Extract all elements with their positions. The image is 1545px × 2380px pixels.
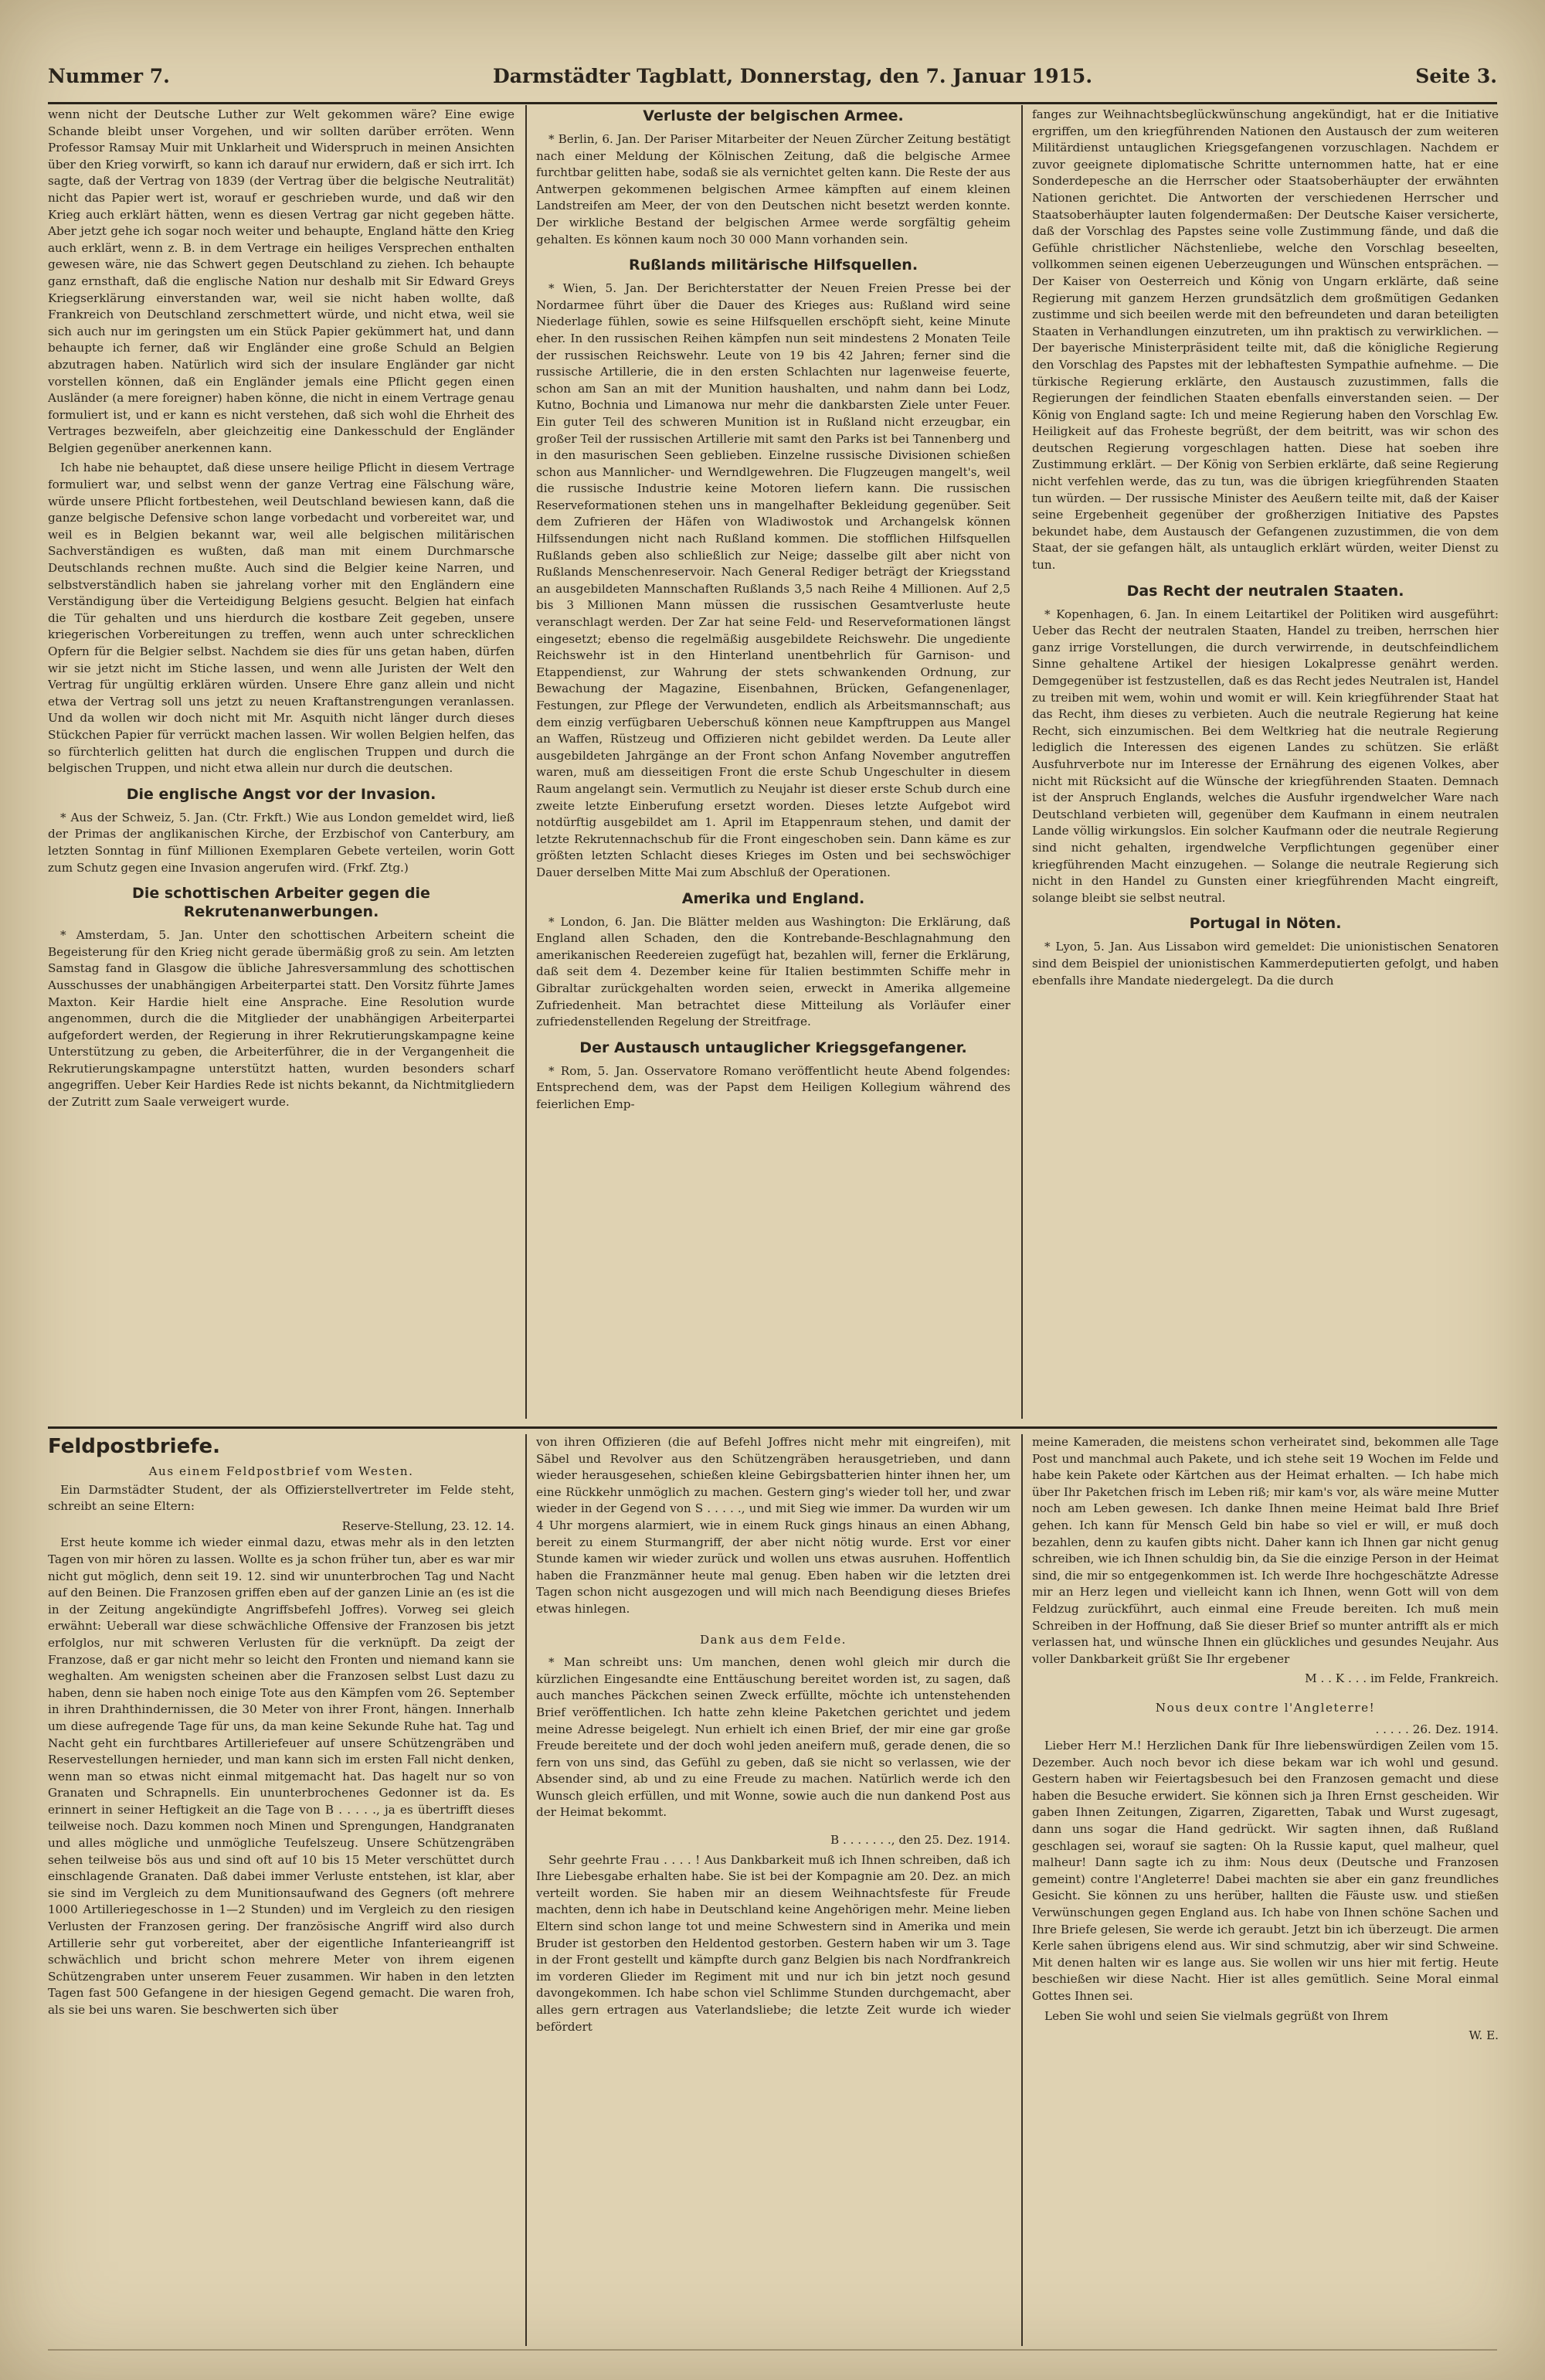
- column-6: [1032, 1434, 1499, 2346]
- column-rule: [525, 1434, 527, 2346]
- column-rule: [525, 105, 527, 1419]
- bottom-edge: [48, 2349, 1497, 2351]
- article-text: * Rom, 5. Jan. Osservatore Romano veröffentlicht heute Abend folgendes: Entsprechend dem, was der Papst dem Heiligen Kollegium während des feierlichen Emp-: [536, 1063, 1010, 1111]
- letter-date: B . . . . . . ., den 25. Dez. 1914.: [830, 1833, 1010, 1848]
- letter-text: meine Kameraden, die meistens schon verheiratet sind, bekommen alle Tage Post und manchmal auch Pakete, und ich stehe seit 19 Wochen im Felde und habe kein Pakete oder Kärtchen aus der Heimat erhalten. — Ich habe mich über Ihr Paketchen frisch im Leben riß; mir kam's vor, als wäre meine Mutter noch am Leben gewesen. Ich danke Ihnen meine Heimat bald Ihre Brief gehen. Ich kann für Mensch Geld bin habe so viel er will, er muß doch bezahlen, denn zu kaufen gibts nicht. Daher kann ich Ihnen gar nicht genug schreiben, wie ich Ihnen schuldig bin, da Sie die einzige Person in der Heimat sind, die mir so entgegenkommen ist. Ich werde Ihre hochgeschätzte Adresse mir an Herz legen und vielleicht kann ich Ihnen, wenn Gott will von dem Feldzug zurückführt, auch einmal eine Freude bereiten. Ich muß mein Schreiben in der Hoffnung, daß Sie dieser Brief so munter antrifft als er mich verlassen hat, und wünsche Ihnen ein glückliches und gesundes Neujahr. Aus voller Dankbarkeit grüßt Sie Ihr ergebener: [1032, 1435, 1499, 1666]
- letter-intro: Ein Darmstädter Student, der als Offizierstellvertreter im Felde steht, schreibt an seine Eltern:: [48, 1482, 514, 1514]
- letter-date: Reserve-Stellung, 23. 12. 14.: [341, 1518, 514, 1533]
- section-title: Feldpostbriefe.: [48, 1435, 221, 1458]
- letter-date: . . . . . 26. Dez. 1914.: [1375, 1722, 1499, 1736]
- article-headline: Verluste der belgischen Armee.: [643, 107, 904, 124]
- newspaper-title: Darmstädter Tagblatt, Donnerstag, den 7. Januar 1915.: [493, 65, 1093, 87]
- article-text: * Berlin, 6. Jan. Der Pariser Mitarbeiter der Neuen Zürcher Zeitung bestätigt nach einer Meldung der Kölnischen Zeitung, daß die belgische Armee furchtbar gelitten habe, sodaß sie als vernichtet gelten kann. Die Reste der aus Antwerpen gekommenen belgischen Armee kämpften auf einem kleinen Landstreifen am Meer, der von den Deutschen nicht besetzt werden konnte. Der wirkliche Bestand der belgischen Armee werde sorgfältig geheim gehalten. Es können kaum noch 30 000 Mann vorhanden sein.: [536, 132, 1010, 246]
- article-text: * Wien, 5. Jan. Der Berichterstatter der Neuen Freien Presse bei der Nordarmee führt über die Dauer des Krieges aus: Rußland wird seine Niederlage fühlen, sowie es seine Hilfsquellen erschöpft sieht, keine Minute eher. In den russischen Reihen kämpfen nun seit mindestens 2 Monaten Teile der russischen Reichswehr. Leute von 19 bis 42 Jahren; ferner sind die russische Artillerie, die in den ersten Schlachten nur lagenweise feuerte, schon am San an mit der Munition haushalten, und nahm dann bei Lodz, Kutno, Bochnia und Limanowa nur mehr die dankbarsten Ziele unter Feuer. Ein guter Teil des schweren Munition ist in Rußland nicht erzeugbar, ein großer Teil der russischen Artillerie mit samt den Parks ist bei Tannenberg und in den masurischen Seen geblieben. Einzelne russische Divisionen schießen schon aus Mannlicher- und Werndlgewehren. Die Flugzeugen mangelt's, weil die russische Industrie keine Motoren liefern kann. Die russischen Reserveformationen stehen uns in mangelhafter Bekleidung gegenüber. Seit dem Zufrieren der Häfen von Wladiwostok und Archangelsk können Hilfssendungen nicht nach Rußland kommen. Die stofflichen Hilfsquellen Rußlands geben also schließlich zur Neige; dasselbe gilt aber nicht von Rußlands Menschenreservoir. Nach General Rediger beträgt der Kriegsstand an ausgebildeten Mannschaften Rußlands 3,5 nach Reihe 4 Millionen. Auf 2,5 bis 3 Millionen Mann müssen die russischen Gesamtverluste heute veranschlagt werden. Der Zar hat seine Feld- und Reserveformationen längst eingesetzt; ebenso die regelmäßig ausgebildete Reichswehr. Die ungediente Reichswehr ist in den Hinterland unentbehrlich für Garnison- und Etappendienst, zur Wahrung der stets schwankenden Ordnung, zur Bewachung der Magazine, Eisenbahnen, Brücken, Gefangenenlager, Festungen, zur Pflege der Verwundeten, endlich als Arbeitsmannschaft; aus dem einzig verfügbaren Ueberschuß können neue Kampftruppen aus Mangel an Waffen, Rüstzeug und Offizieren nicht gebildet werden. Da Leute aller ausgebildeten Jahrgänge an der Front schon Anfang November angutreffen waren, muß am diesseitigen Front die erste Schub Ungeschulter in diesem Raum angelangt sein. Vermutlich zu Neujahr ist dieser erste Schub durch eine zweite letzte Einberufung ersetzt worden. Dieses letzte Aufgebot wird notdürftig ausgebildet am 1. April im Etappenraum stehen, und damit der letzte Rekrutennachschub für die Front eingeschoben sein. Dann käme es zur größten letzten Schlacht dieses Krieges im Osten und bei sechswöchiger Dauer derselben Mitte Mai zum Abschluß der Operationen.: [536, 281, 1010, 879]
- column-rule: [1021, 105, 1023, 1419]
- column-2: [536, 107, 1010, 1420]
- article-text: * London, 6. Jan. Die Blätter melden aus Washington: Die Erklärung, daß England allen Schaden, den die Kontrebande-Beschlagnahmung den amerikanischen Reedereien zugefügt hat, bezahlen will, ferner die Erklärung, daß seit dem 4. Dezember keine für Italien bestimmten Schiffe mehr in Gibraltar zurückgehalten worden seien, erweckt in Amerika allgemeine Zufriedenheit. Man betrachtet diese Mitteilung als Vorläufer einer zufriedenstellenden Regelung der Streitfrage.: [536, 914, 1010, 1029]
- article-text: * Kopenhagen, 6. Jan. In einem Leitartikel der Politiken wird ausgeführt: Ueber das Recht der neutralen Staaten, Handel zu treiben, herrschen hier ganz irrige Vorstellungen, die durch verwirrende, in deutschfeindlichem Sinne gehaltene Artikel der hiesigen Lokalpresse genährt werden. Demgegenüber ist festzustellen, daß es das Recht jedes Neutralen ist, Handel zu treiben mit wem, wohin und womit er will. Kein kriegführender Staat hat das Recht, ihm dieses zu verbieten. Auch die neutrale Regierung hat keine Recht, sich einzumischen. Bei dem Weltkrieg hat die neutrale Regierung lediglich die Interessen des eigenen Landes zu schützen. Sie erläßt Ausfuhrverbote nur im Interesse der Ernährung des eigenen Volkes, aber nicht mit Rücksicht auf die Wünsche der kriegführenden Staaten. Demnach ist der Anspruch Englands, welches die Ausfuhr irgendwelcher Ware nach Deutschland verbieten will, gegenüber dem Kaufmann in einem neutralen Lande völlig wirkungslos. Ein solcher Kaufmann oder die neutrale Regierung sind nicht gehalten, irgendwelche Verpflichtungen gegenüber einer kriegführenden Macht einzugehen. — Solange die neutrale Regierung sich nicht in den Handel zu Gunsten einer kriegführenden Macht eingreift, solange bleibt sie selbst neutral.: [1032, 607, 1499, 905]
- article-text: * Lyon, 5. Jan. Aus Lissabon wird gemeldet: Die unionistischen Senatoren sind dem Beispiel der unionistischen Kammerdeputierten gefolgt, und haben ebenfalls ihre Mandate niedergelegt. Da die durch: [1032, 940, 1499, 988]
- letter-title: Aus einem Feldpostbrief vom Westen.: [148, 1464, 414, 1478]
- letter-text: Leben Sie wohl und seien Sie vielmals gegrüßt von Ihrem: [1044, 2008, 1389, 2023]
- letter-title: Dank aus dem Felde.: [699, 1632, 847, 1647]
- article-text: fanges zur Weihnachtsbeglückwünschung angekündigt, hat er die Initiative ergriffen, um den kriegführenden Nationen den Austausch der zum weiteren Militärdienst untauglichen Kriegsgefangenen vorzuschlagen. Nachdem er zuvor geeignete diplomatische Schritte unternommen hatte, hat er eine Sonderdepesche an die Herrscher oder Staatsoberhäupter der erwähnten Nationen gerichtet. Die Antworten der verschiedenen Herrscher und Staatsoberhäupter lauten folgendermaßen: Der Deutsche Kaiser versicherte, daß der Vorschlag des Papstes seine volle Zustimmung fände, und daß die Gefühle christlicher Nächstenliebe, welche den Vorschlag beseelten, vollkommen seinen eigenen Ueberzeugungen und Wünschen entsprächen. — Der Kaiser von Oesterreich und König von Ungarn erklärte, daß seine Regierung mit ganzem Herzen grundsätzlich dem großmütigen Gedanken zustimme und sich beeilen werde mit den befreundeten und daran beteiligten Staaten in Verhandlungen einzutreten, um ihn praktisch zu verwirklichen. — Der bayerische Ministerpräsident teilte mit, daß die königliche Regierung den Vorschlag des Papstes mit der lebhaftesten Sympathie aufnehme. — Die türkische Regierung erklärte, den Austausch zuzustimmen, falls die Regierungen der feindlichen Staaten ebenfalls einverstanden seien. — Der König von England sagte: Ich und meine Regierung haben den Vorschlag Ew. Heiligkeit auf das Froheste begrüßt, der dem beitritt, was wir schon des deutschen Regierung vorgeschlagen hatten. Diese hat soeben ihre Zustimmung erklärt. — Der König von Serbien erklärte, daß seine Regierung nicht verfehlen werde, das zu tun, was die übrigen kriegführenden Staaten tun würden. — Der russische Minister des Aeußern teilte mit, daß der Kaiser seine Ergebenheit gegenüber der großherzigen Initiative des Papstes bekundet habe, dem Austausch der Gefangenen zuzustimmen, die von dem Staat, der sie gefangen hält, als untauglich erklärt würden, weiter Dienst zu tun.: [1032, 107, 1499, 573]
- letter-text: von ihren Offizieren (die auf Befehl Joffres nicht mehr mit eingreifen), mit Säbel und Revolver aus den Schützengräben herausgetrieben, und dann wieder herausgesehen, schießen kleine Gebirgsbatterien hinter ihnen her, um eine Rückkehr unmöglich zu machen. Gestern ging's wieder toll her, und zwar wieder in der Gegend von S . . . . ., und mit Sieg wie immer. Da wurden wir um 4 Uhr morgens alarmiert, wie in einem Ruck gings hinaus an einen Abhang, bereit zu einem Sturmangriff, der aber nicht nötig wurde. Erst vor einer Stunde kamen wir wieder zurück und wollen uns etwas ausruhen. Hoffentlich haben die Franzmänner heute mal genug. Eben haben wir die letzten drei Tagen schon nicht ausgezogen und will mich nach Beendigung dieses Briefes etwas hinlegen.: [536, 1435, 1010, 1616]
- article-headline: Das Recht der neutralen Staaten.: [1126, 582, 1404, 600]
- article-text: * Aus der Schweiz, 5. Jan. (Ctr. Frkft.) Wie aus London gemeldet wird, ließ der Primas der anglikanischen Kirche, der Erzbischof von Canterbury, am letzten Sonntag in fünf Millionen Exemplaren Gebete verteilen, worin Gott zum Schutz gegen eine Invasion angerufen wird. (Frkf. Ztg.): [48, 810, 514, 875]
- column-4: [48, 1434, 514, 2346]
- article-headline: Rußlands militärische Hilfsquellen.: [628, 257, 919, 274]
- column-3: [1032, 107, 1499, 1420]
- article-headline: Amerika und England.: [681, 889, 865, 907]
- article-text: * Man schreibt uns: Um manchen, denen wohl gleich mir durch die kürzlichen Eingesandte eine Enttäuschung bereitet worden ist, zu sagen, daß auch manches Päckchen seinen Zweck erfüllte, möchte ich untenstehenden Brief veröffentlichen. Ich hatte zehn kleine Paketchen gerichtet und jedem meine Adresse beigelegt. Nun erhielt ich einen Brief, der mir eine gar große Freude bereitete und der doch wohl jeden aneifern muß, gerade denen, die so fern von uns sind, das Gefühl zu geben, daß sie nicht so verlassen, wie der Absender sind, ab und zu eine Freude zu machen. Natürlich werde ich den Wunsch gleich erfüllen, und mit Wonne, sowie auch die nun dankend Post aus der Heimat bekommt.: [536, 1655, 1010, 1820]
- section-divider: [48, 1426, 1497, 1429]
- article-headline: Die englische Angst vor der Invasion.: [126, 785, 436, 803]
- article-headline: Der Austausch untauglicher Kriegsgefangener.: [579, 1039, 967, 1056]
- letter-signature: W. E.: [1469, 2028, 1499, 2043]
- article-text: * Amsterdam, 5. Jan. Unter den schottischen Arbeitern scheint die Begeisterung für den Krieg nicht gerade übermäßig groß zu sein. Am letzten Samstag fand in Glasgow die übliche Jahresversammlung des schottischen Ausschusses der unabhängigen Arbeiterpartei statt. Den Vorsitz führte James Maxton. Keir Hardie hielt eine Ansprache. Eine Resolution wurde angenommen, durch die die Mitglieder der unabhängigen Arbeiterpartei aufgefordert werden, der Regierung in ihrer Rekrutierungskampagne keine Unterstützung zu geben, die Arbeiterführer, die in der Vergangenheit die Rekrutierungskampagne unterstützt hatten, wurden besonders scharf angegriffen. Ueber Keir Hardies Rede ist nichts bekannt, da Nichtmitgliedern der Zutritt zum Saale verweigert wurde.: [48, 928, 514, 1110]
- letter-text: Erst heute komme ich wieder einmal dazu, etwas mehr als in den letzten Tagen von mir hören zu lassen. Wollte es ja schon früher tun, aber es war mir nicht gut möglich, denn seit 19. 12. sind wir ununterbrochen Tag und Nacht auf den Beinen. Die Franzosen griffen eben auf der ganzen Linie an (es ist die in der Zeitung angekündigte Angriffsbefehl Joffres). Vorweg sei gleich erwähnt: Ueberall war diese schwächliche Offensive der Franzosen bis jetzt erfolglos, nur mit schweren Verlusten für die verknüpft. Da zeigt der Franzose, daß er gar nicht mehr so leicht den Fronten und niemand kann sie weghalten. Am wenigsten scheinen aber die Franzosen selbst Lust dazu zu haben, denn sie haben noch einige Tote aus den Kämpfen vom 26. September in ihren Drahthindernissen, die 30 Meter von ihrer Front, hängen. Innerhalb um diese aufregende Tage für uns, da man keine Sekunde Ruhe hat. Tag und Nacht geht ein furchtbares Artilleriefeuer auf unsere Schützengräben und Reservestellungen hernieder, und man kann sich im ersten Fall nicht denken, wenn man so etwas nicht einmal mitgemacht hat. Das hagelt nur so von Granaten und Schrapnells. Ein ununterbrochenes Gedonner ist da. Es erinnert in seiner Heftigkeit an die Tage von B . . . . ., ja es übertrifft dieses teilweise noch. Dazu kommen noch Minen und Sprengungen, Handgranaten und alles mögliche und unmögliche Teufelszeug. Unsere Schützengräben sehen teilweise bös aus und sind oft auf 10 bis 15 Meter verschüttet durch einschlagende Granaten. Daß dabei immer Verluste entstehen, ist klar, aber sie sind im Vergleich zu dem Munitionsaufwand des Gegners (oft mehrere 1000 Artilleriegeschosse in 1—2 Stunden) und im Vergleich zu den riesigen Verlusten der Franzosen gering. Der französische Angriff wird also durch Artillerie sehr gut vorbereitet, aber der eigentliche Infanterieangriff ist schwächlich und bricht schon mehrere Meter von ihrem eigenen Schützengraben unter unserem Feuer zusammen. Wir haben in den letzten Tagen fast 500 Gefangene in der hiesigen Gegend gemacht. Die waren froh, als sie bei uns waren. Sie beschwerten sich über: [48, 1535, 514, 2017]
- issue-number: Nummer 7.: [48, 65, 170, 87]
- masthead: [48, 65, 1497, 104]
- letter-text: Sehr geehrte Frau . . . . ! Aus Dankbarkeit muß ich Ihnen schreiben, daß ich Ihre Liebesgabe erhalten habe. Sie ist bei der Kompagnie am 20. Dez. an mich verteilt worden. Sie haben mir an diesem Weihnachtsfeste für Freude machten, denn ich habe in Deutschland keine Angehörigen mehr. Meine lieben Eltern sind schon lange tot und meine Schwestern sind in Amerika und mein Bruder ist gestorben den Heldentod gestorben. Gestern haben wir um 3. Tage in der Front gestellt und kämpfte durch ganz Belgien bis nach Nordfrankreich im vorderen Glieder im Regiment mit und nur ich bin jetzt noch gesund davongekommen. Ich habe schon viel Schlimme Stunden durchgemacht, aber alles gern ertragen aus Vaterlandsliebe; die letzte Zeit wurde ich wieder befördert: [536, 1852, 1010, 2034]
- column-rule: [1021, 1434, 1023, 2346]
- letter-text: Lieber Herr M.! Herzlichen Dank für Ihre liebenswürdigen Zeilen vom 15. Dezember. Auch noch bevor ich diese bekam war ich wohl und gesund. Gestern haben wir Feiertagsbesuch bei den Franzosen gemacht und diese haben die Besuche erwidert. Sie können sich ja Ihren Ernst gescheiden. Wir gaben Ihnen Zeitungen, Zigarren, Zigaretten, Tabak und Wurst zugesagt, dann uns sogar die Hand gedrückt. Wir sagten ihnen, daß Rußland geschlagen sei, worauf sie sagten: Oh la Russie kaput, quel malheur, quel malheur! Dann sagte ich zu ihm: Nous deux (Deutsche und Franzosen gemeint) contre l'Angleterre! Dabei machten sie aber ein ganz freundliches Gesicht. Sie können zu uns herüber, hallten die Fäuste usw. und stießen Verwünschungen gegen England aus. Ich habe von Ihnen schöne Sachen und Ihre Briefe gelesen, Sie werde ich geraubt. Jetzt bin ich überzeugt. Die armen Kerle sahen übrigens elend aus. Wir sind schmutzig, aber wir sind Schweine. Mit denen halten wir es lange aus. Sie wollen wir uns hier mit fertig. Heute beschießen wir diese Nacht. Hier ist alles gemütlich. Seine Moral einmal Gottes Ihnen sei.: [1032, 1739, 1499, 2003]
- letter-signature: M . . K . . . im Felde, Frankreich.: [1305, 1671, 1499, 1686]
- article-headline: Portugal in Nöten.: [1189, 915, 1342, 933]
- article-headline: Die schottischen Arbeiter gegen die Rekrutenanwerbungen.: [132, 885, 430, 921]
- letter-title: Nous deux contre l'Angleterre!: [1155, 1700, 1376, 1715]
- article-text: wenn nicht der Deutsche Luther zur Welt gekommen wäre? Eine ewige Schande bleibt unser Vorgehen, und wir sollten darüber erröten. Wenn Professor Ramsay Muir mit Unklarheit und Widerspruch in meinen Ansichten über den Krieg vorwirft, so kann ich darauf nur erwidern, daß er sich irrt. Ich sagte, daß der Vertrag von 1839 (der Vertrag über die belgische Neutralität) nicht das Papier wert ist, worauf er geschrieben wurde, und daß wir den Krieg auch erklärt hätten, wenn es diesen Vertrag gar nicht gegeben hätte. Aber jetzt gehe ich sogar noch weiter und behaupte, England hätte den Krieg auch erklärt, wenn z. B. in dem Vertrage ein heiliges Versprechen enthalten gewesen wäre, nie das Schwert gegen Deutschland zu ziehen. Ich behaupte ganz ernsthaft, daß die englische Nation nur deshalb mit Sir Edward Greys Kriegserklärung einverstanden war, weil sie nicht haben wollte, daß Frankreich von Deutschland zerschmettert würde, und nicht etwa, weil sie sich auch nur im geringsten um ein Stück Papier gekümmert hat, und dann behaupte ich ferner, daß wir Engländer eine große Schuld an Belgien abzutragen haben. Natürlich wird sich der insulare Engländer gar nicht vorstellen können, daß ein Engländer jemals eine Pflicht gegen einen Ausländer (a mere foreigner) haben könne, die nicht in einem Vertrage genau formuliert ist, und er kann es nicht verstehen, daß sich wohl die Ehrheit des Vertrages bezweifeln, aber gleichzeitig eine Dankesschuld der Engländer Belgien gegenüber anerkennen kann.: [48, 107, 514, 455]
- column-5: [536, 1434, 1010, 2346]
- article-text: Ich habe nie behauptet, daß diese unsere heilige Pflicht in diesem Vertrage formuliert war, und selbst wenn der ganze Vertrag eine Fälschung wäre, würde unsere Pflicht fortbestehen, weil Deutschland bewiesen kann, daß die ganze belgische Defensive schon lange vorbedacht und vorbereitet war, und weil es in Belgien bekannt war, weil alle belgischen militärischen Sachverständigen es wußten, daß man mit einem Durchmarsche Deutschlands rechnen mußte. Auch sind die Belgier keine Narren, und selbstverständlich haben sie jahrelang vorher mit den Engländern eine Verständigung über die Verteidigung Belgiens gesucht. Belgien hat einfach die Tür gehalten und uns hierdurch die kostbare Zeit gegeben, unsere kriegerischen Vorbereitungen zu treffen, wenn auch unter schrecklichen Opfern für die Belgier selbst. Nachdem sie dies für uns getan haben, dürfen wir sie jetzt nicht im Stiche lassen, und wenn alle Juristen der Welt den Vertrag für ungültig erklären würden. Unsere Ehre ganz allein und nicht etwa der Vertrag soll uns jetzt zu neuen Kraftanstrengungen veranlassen. Und da wollen wir doch nicht mit Mr. Asquith nicht länger durch dieses Stückchen Papier für verrückt machen lassen. Wir wollen Belgien helfen, das so fürchterlich gelitten hat durch die englischen Truppen und durch die belgischen Truppen, und nicht etwa allein nur durch die deutschen.: [48, 461, 514, 776]
- column-1: [48, 107, 514, 1420]
- page-number: Seite 3.: [1415, 65, 1497, 87]
